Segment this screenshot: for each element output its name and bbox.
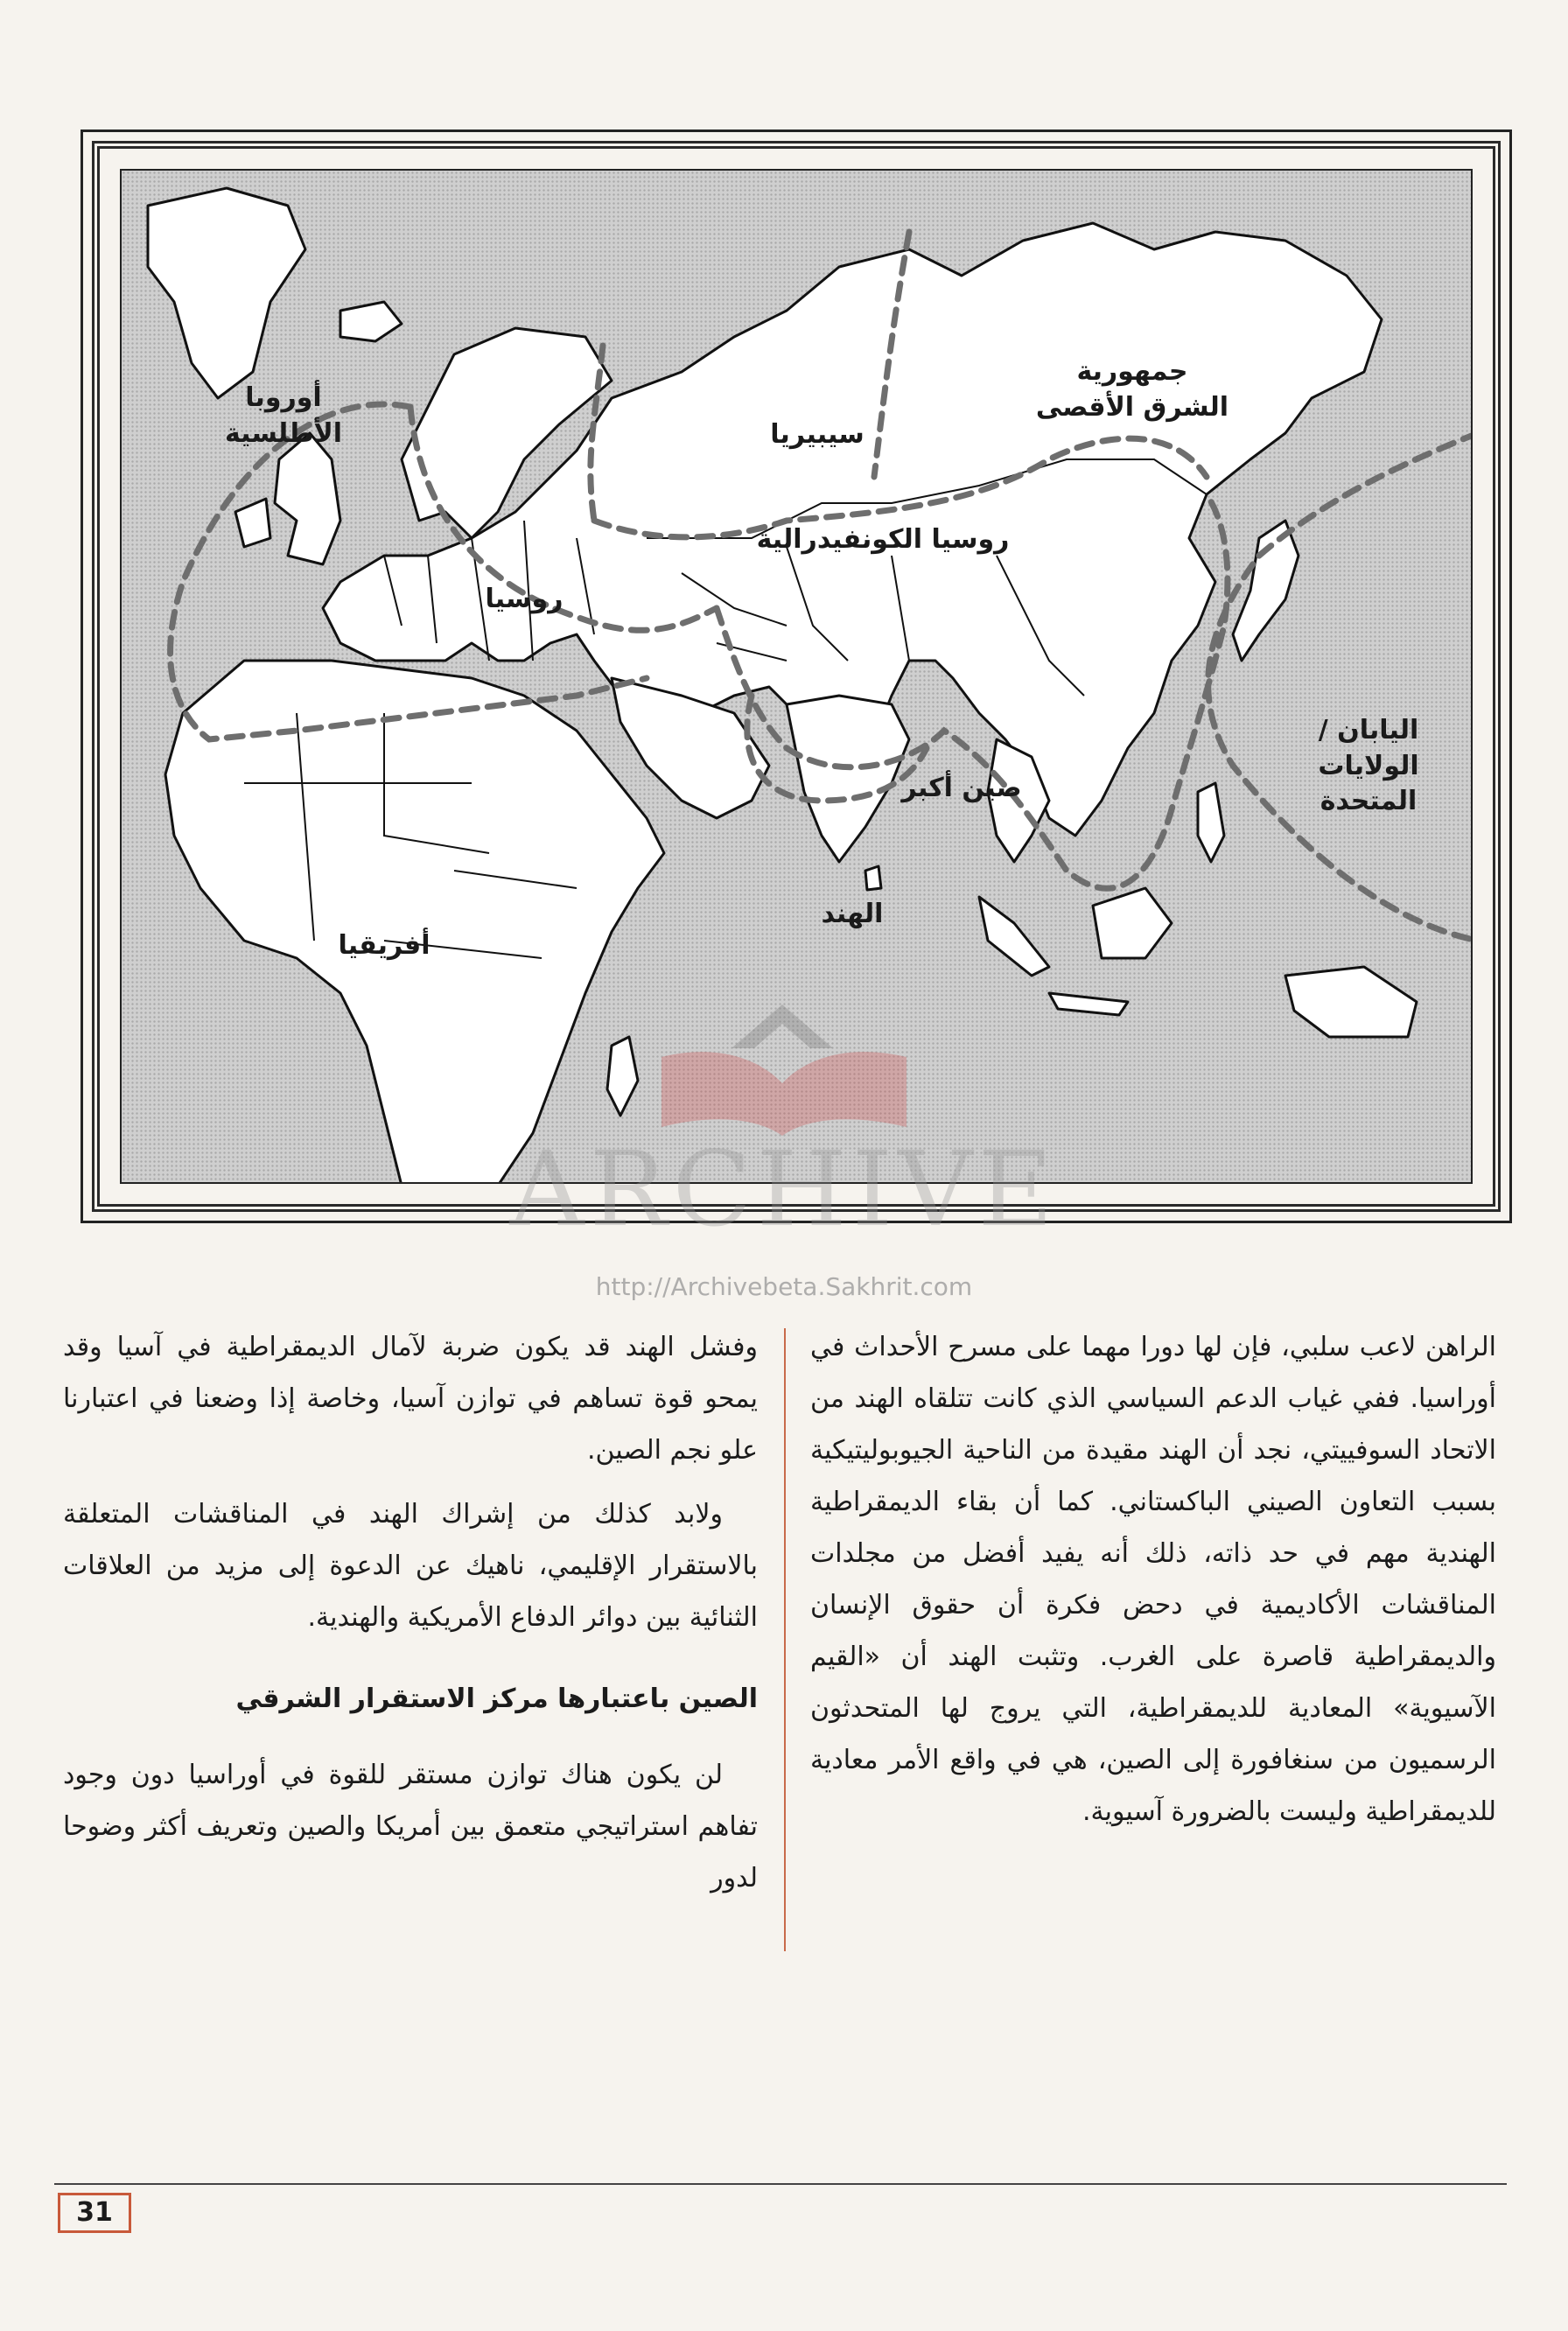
borneo-shape — [1093, 888, 1172, 958]
label-confederal-russia: روسيا الكونفيدرالية — [756, 524, 1010, 555]
label-atlantic-europe: أوروبا الأطلسية — [224, 382, 343, 449]
column-divider — [784, 1328, 786, 1951]
label-greater-china: صين أكبر — [901, 773, 1022, 803]
ireland-shape — [235, 499, 270, 547]
java-shape — [1049, 993, 1128, 1015]
sumatra-shape — [979, 897, 1049, 976]
section-heading: الصين باعتبارها مركز الاستقرار الشرقي — [235, 1684, 758, 1714]
paragraph: ولابد كذلك من إشراك الهند في المناقشات المتعلقة بالاستقرار الإقليمي، ناهيك عن الدعوة إلى مزيد من العلاقات الثنائية بين دوائر الدفاع الأمريكية والهندية. — [63, 1499, 758, 1633]
watermark-text: ARCHIVE — [509, 1129, 1059, 1250]
japan-shape — [1233, 521, 1298, 661]
greenland-shape — [148, 188, 305, 398]
paragraph: وفشل الهند قد يكون ضربة لآمال الديمقراطية في آسيا وقد يمحو قوة تساهم في توازن آسيا، وخاصة إذا وضعنا في اعتبارنا علو نجم الصين. — [63, 1332, 758, 1466]
article-left-column — [63, 1321, 758, 1916]
label-africa: أفريقيا — [338, 930, 430, 961]
arabia-shape — [612, 678, 769, 818]
iceland-shape — [340, 302, 402, 341]
label-india: الهند — [821, 899, 884, 929]
japan-usa-boundary — [1208, 433, 1473, 941]
article-right-column — [810, 1321, 1496, 1850]
label-siberia: سيبيريا — [770, 419, 864, 450]
sri-lanka-shape — [865, 866, 881, 890]
new-guinea-shape — [1285, 967, 1417, 1037]
philippines-shape — [1198, 783, 1224, 862]
page-number: 31 — [58, 2193, 131, 2233]
paragraph: لن يكون هناك توازن مستقر للقوة في أوراسيا دون وجود تفاهم استراتيجي متعمق بين أمريكا والصين وتعريف أكثر وضوحا لدور — [63, 1760, 758, 1894]
label-russia: روسيا — [485, 584, 564, 614]
footer-rule — [54, 2183, 1507, 2185]
britain-shape — [275, 433, 340, 564]
watermark-url: http://Archivebeta.Sakhrit.com — [595, 1272, 973, 1301]
archive-logo-icon — [626, 996, 942, 1136]
paragraph: الراهن لاعب سلبي، فإن لها دورا مهما على مسرح الأحداث في أوراسيا. ففي غياب الدعم السياسي الذي كانت تتلقاه الهند من الاتحاد السوفييتي، نجد أن الهند مقيدة من الناحية الجيوبوليتيكية بسبب التعاون الصيني الباكستاني. كما أن بقاء الديمقراطية الهندية مهم في حد ذاته، ذلك أنه يفيد أفضل من مجلدات المناقشات الأكاديمية في دحض فكرة أن حقوق الإنسان والديمقراطية قاصرة على الغرب. وتثبت الهند أن «القيم الآسيوية» المعادية للديمقراطية، التي يروج لها المتحدثون الرسميون من سنغافورة إلى الصين، هي في واقع الأمر معادية للديمقراطية وليست بالضرورة آسيوية. — [810, 1332, 1496, 1827]
label-japan-usa: اليابان / الولايات المتحدة — [1318, 715, 1419, 816]
label-far-east-republic: جمهورية الشرق الأقصى — [1035, 356, 1229, 423]
